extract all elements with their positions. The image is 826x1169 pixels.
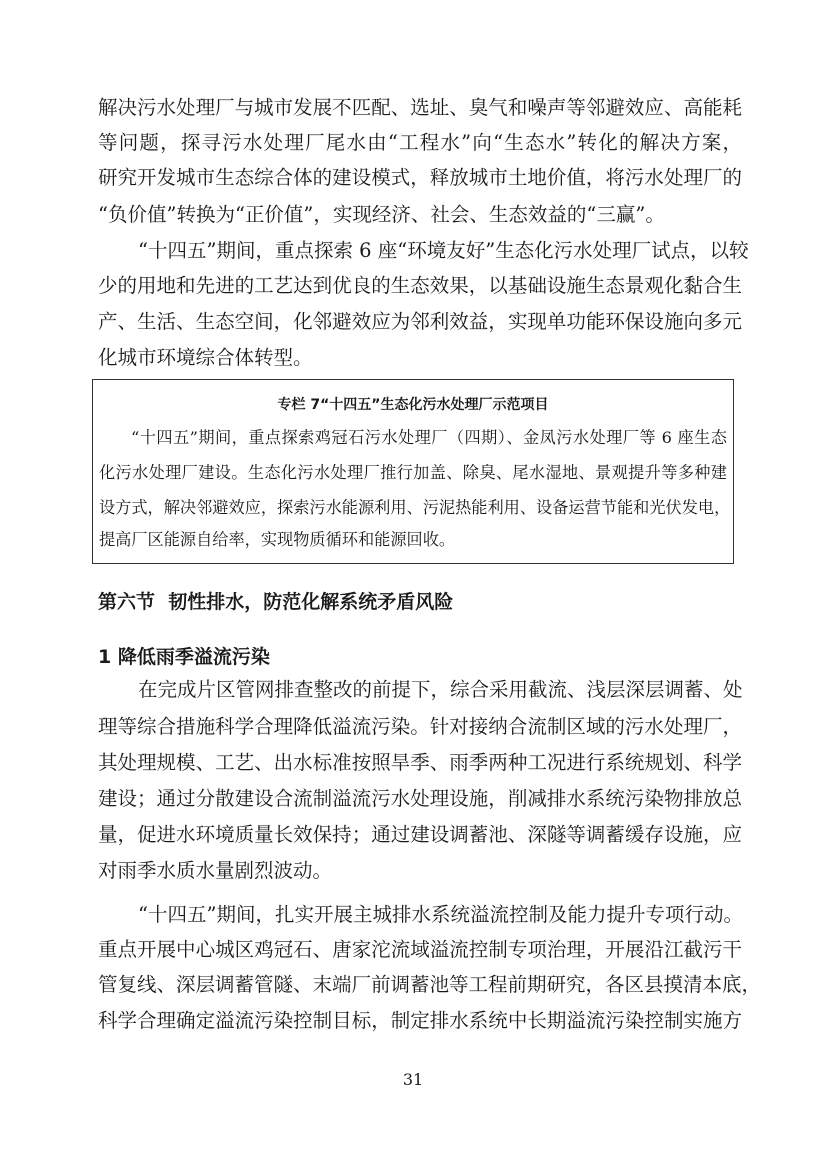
- text-line: 对雨季水质水量剧烈波动。: [98, 859, 333, 882]
- text-line: 研究开发城市生态综合体的建设模式，释放城市土地价值，将污水处理厂的: [98, 166, 742, 189]
- box-text-line: 提高厂区能源自给率，实现物质循环和能源回收。: [99, 530, 456, 549]
- text-line: 产、生活、生态空间，化邻避效应为邻利效益，实现单功能环保设施向多元: [98, 310, 742, 333]
- text-line: 其处理规模、工艺、出水标准按照旱季、雨季两种工况进行系统规划、科学: [98, 751, 742, 774]
- box-text-line: 设方式，解决邻避效应，探索污水能源利用、污泥热能利用、设备运营节能和光伏发电，: [99, 498, 731, 517]
- text-line: “负价值”转换为“正价值”，实现经济、社会、生态效益的“三赢”。: [98, 203, 665, 226]
- page-number: 31: [402, 1070, 424, 1089]
- text-line: 科学合理确定溢流污染控制目标，制定排水系统中长期溢流污染控制实施方: [98, 1009, 742, 1032]
- text-line: “十四五”期间，扎实开展主城排水系统溢流控制及能力提升专项行动。: [138, 903, 743, 926]
- text-line: 等问题，探寻污水处理厂尾水由“工程水”向“生态水”转化的解决方案，: [98, 131, 742, 154]
- text-line: “十四五”期间，重点探索 6 座“环境友好”生态化污水处理厂试点，以较: [138, 239, 749, 262]
- text-line: 化城市环境综合体转型。: [98, 346, 313, 369]
- sidebar-box-column-7: [92, 379, 734, 564]
- text-line: 量，促进水环境质量长效保持；通过建设调蓄池、深隧等调蓄缓存设施，应: [98, 823, 742, 846]
- subsection-heading: 1 降低雨季溢流污染: [98, 646, 270, 668]
- text-line: 建设；通过分散建设合流制溢流污水处理设施，削减排水系统污染物排放总: [98, 787, 742, 810]
- text-line: 解决污水处理厂与城市发展不匹配、选址、臭气和噪声等邻避效应、高能耗: [98, 96, 742, 119]
- box-title: 专栏 7“十四五”生态化污水处理厂示范项目: [277, 397, 549, 413]
- text-line: 管复线、深层调蓄管隧、末端厂前调蓄池等工程前期研究，各区县摸清本底，: [98, 973, 762, 996]
- text-line: 在完成片区管网排查整改的前提下，综合采用截流、浅层深层调蓄、处: [138, 678, 743, 701]
- box-text-line: 化污水处理厂建设。生态化污水处理厂推行加盖、除臭、尾水湿地、景观提升等多种建: [99, 463, 727, 482]
- section-heading: 第六节 韧性排水，防范化解系统矛盾风险: [98, 591, 454, 613]
- box-text-line: “十四五”期间，重点探索鸡冠石污水处理厂（四期）、金凤污水处理厂等 6 座生态: [131, 428, 727, 447]
- text-line: 少的用地和先进的工艺达到优良的生态效果，以基础设施生态景观化黏合生: [98, 274, 742, 297]
- text-line: 重点开展中心城区鸡冠石、唐家沱流域溢流控制专项治理，开展沿江截污干: [98, 938, 742, 961]
- text-line: 理等综合措施科学合理降低溢流污染。针对接纳合流制区域的污水处理厂，: [98, 715, 742, 738]
